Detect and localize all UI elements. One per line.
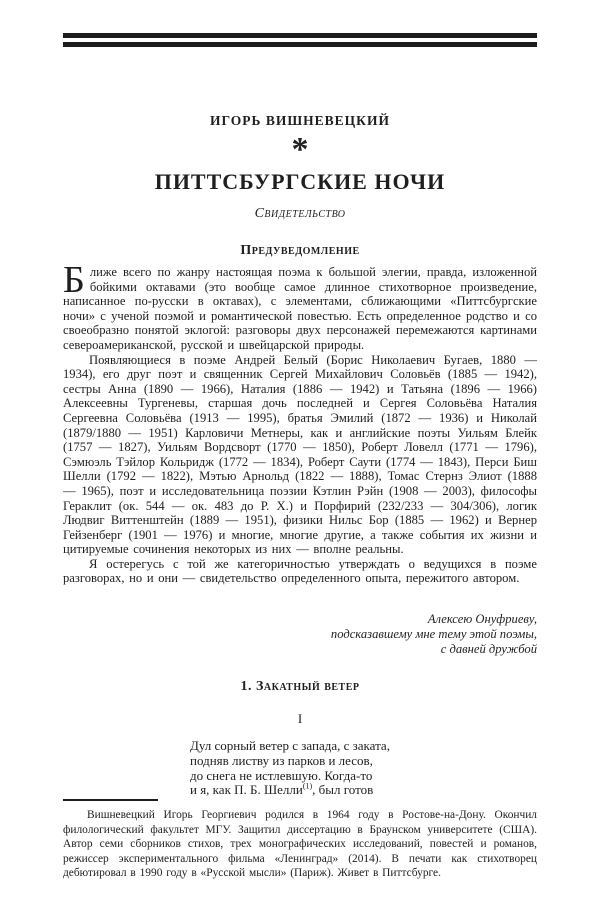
preamble-paragraph-1-text: лиже всего по жанру настоящая поэма к большой элегии, правда, изложенной бойкими октавами (это вообще самое длинное стихотворное произведение, написанное по-русски в октавах), с элементами, сближающими «Питтсбургские ночи» с ученой поэмой и романтической повестью. Есть определенное родство и со своеобразно понятой эклогой: разговоры двух персонажей перемежаются картинами североамериканской, русской и швейцарской природы. (63, 265, 537, 352)
footnote-separator-rule (63, 799, 158, 801)
book-subtitle: Свидетельство (254, 206, 346, 221)
dedication (63, 612, 537, 657)
verse-line: Дул сорный ветер с запада, с заката, (190, 738, 390, 754)
preamble-paragraph-2: Появляющиеся в поэме Андрей Белый (Борис Николаевич Бугаев, 1880 — 1934), его друг поэт и священник Сергей Михайлович Соловьёв (1885 — 1942), сестры Анна (1890 — 1966), Наталия (1886 — 1942) и Татьяна (1896 — 1966) Алексеевны Тургеневы, старшая дочь последней и Сергея Соловьёва Наталия Сергеевна Соловьёва (1913 — 1995), братья Эмилий (1872 — 1936) и Николай (1879/1880 — 1951) Карловичи Метнеры, как и английские поэты Уильям Блейк (1757 — 1827), Уильям Вордсворт (1770 — 1850), Роберт Ловелл (1771 — 1796), Сэмюэль Тэйлор Кольридж (1772 — 1834), Роберт Саути (1774 — 1843), Перси Биш Шелли (1792 — 1822), Мэтью Арнольд (1822 — 1888), Томас Стернз Элиот (1888 — 1965), поэт и исследовательница поэзии Кэтлин Рэйн (1908 — 2003), философы Гераклит (ок. 544 — ок. 483 до Р. Х.) и Порфирий (232/233 — 304/306), логик Людвиг Виттенштейн (1889 — 1951), физики Нильс Бор (1885 — 1962) и Вернер Гейзенберг (1901 — 1976) и многие, многие другие, а также события их жизни и цитируемые сочинения некоторых из них — вполне реальны. (63, 352, 537, 557)
verse-stanza (190, 739, 537, 798)
verse-line (190, 783, 537, 798)
preamble-body (63, 259, 537, 586)
dedication-line: Алексею Онуфриеву, (427, 612, 537, 627)
stanza-number: I (297, 711, 303, 727)
footnote-block (63, 799, 537, 881)
rule-bar-bottom (63, 42, 537, 47)
preamble-paragraph-1 (63, 259, 537, 353)
dropcap-letter: Б (63, 259, 85, 301)
footnote-text: Вишневецкий Игорь Георгиевич родился в 1964 году в Ростове-на-Дону. Окончил филологический факультет МГУ. Защитил диссертацию в Браунском университете (США). Автор семи сборников стихов, трех монографических исследований, повестей и романов, режиссер экспериментального фильма «Ленинград» (2014). В печати как стихотворец дебютировал в 1990 году в «Русской мысли» (Париж). Живет в Питтсбурге. (63, 809, 537, 879)
preamble-heading: Предуведомление (240, 243, 360, 258)
author-name: ИГОРЬ ВИШНЕВЕЦКИЙ (210, 113, 390, 128)
verse-line: подняв листву из парков и лесов, (190, 752, 373, 768)
footnote-reference-marker: (1) (302, 782, 313, 792)
chapter-heading: 1. Закатный ветер (240, 679, 360, 695)
verse-line-4-text: и я, как П. Б. Шелли (190, 782, 303, 798)
asterisk-divider-icon: * (291, 131, 309, 168)
verse-line: до снега не истлевшую. Когда-то (190, 767, 373, 783)
preamble-paragraph-3: Я остерегусь с той же категоричностью утверждать о ведущихся в поэме разговорах, но и они — свидетельство определенного опыта, пережитого автором. (63, 556, 537, 586)
dedication-line: подсказавшему мне тему этой поэмы, (330, 627, 537, 642)
top-double-rule (63, 33, 537, 47)
verse-line-4-text-after: , был готов (312, 782, 374, 798)
dedication-line: с давней дружбой (440, 642, 537, 657)
book-title: ПИТТСБУРГСКИЕ НОЧИ (154, 169, 446, 194)
